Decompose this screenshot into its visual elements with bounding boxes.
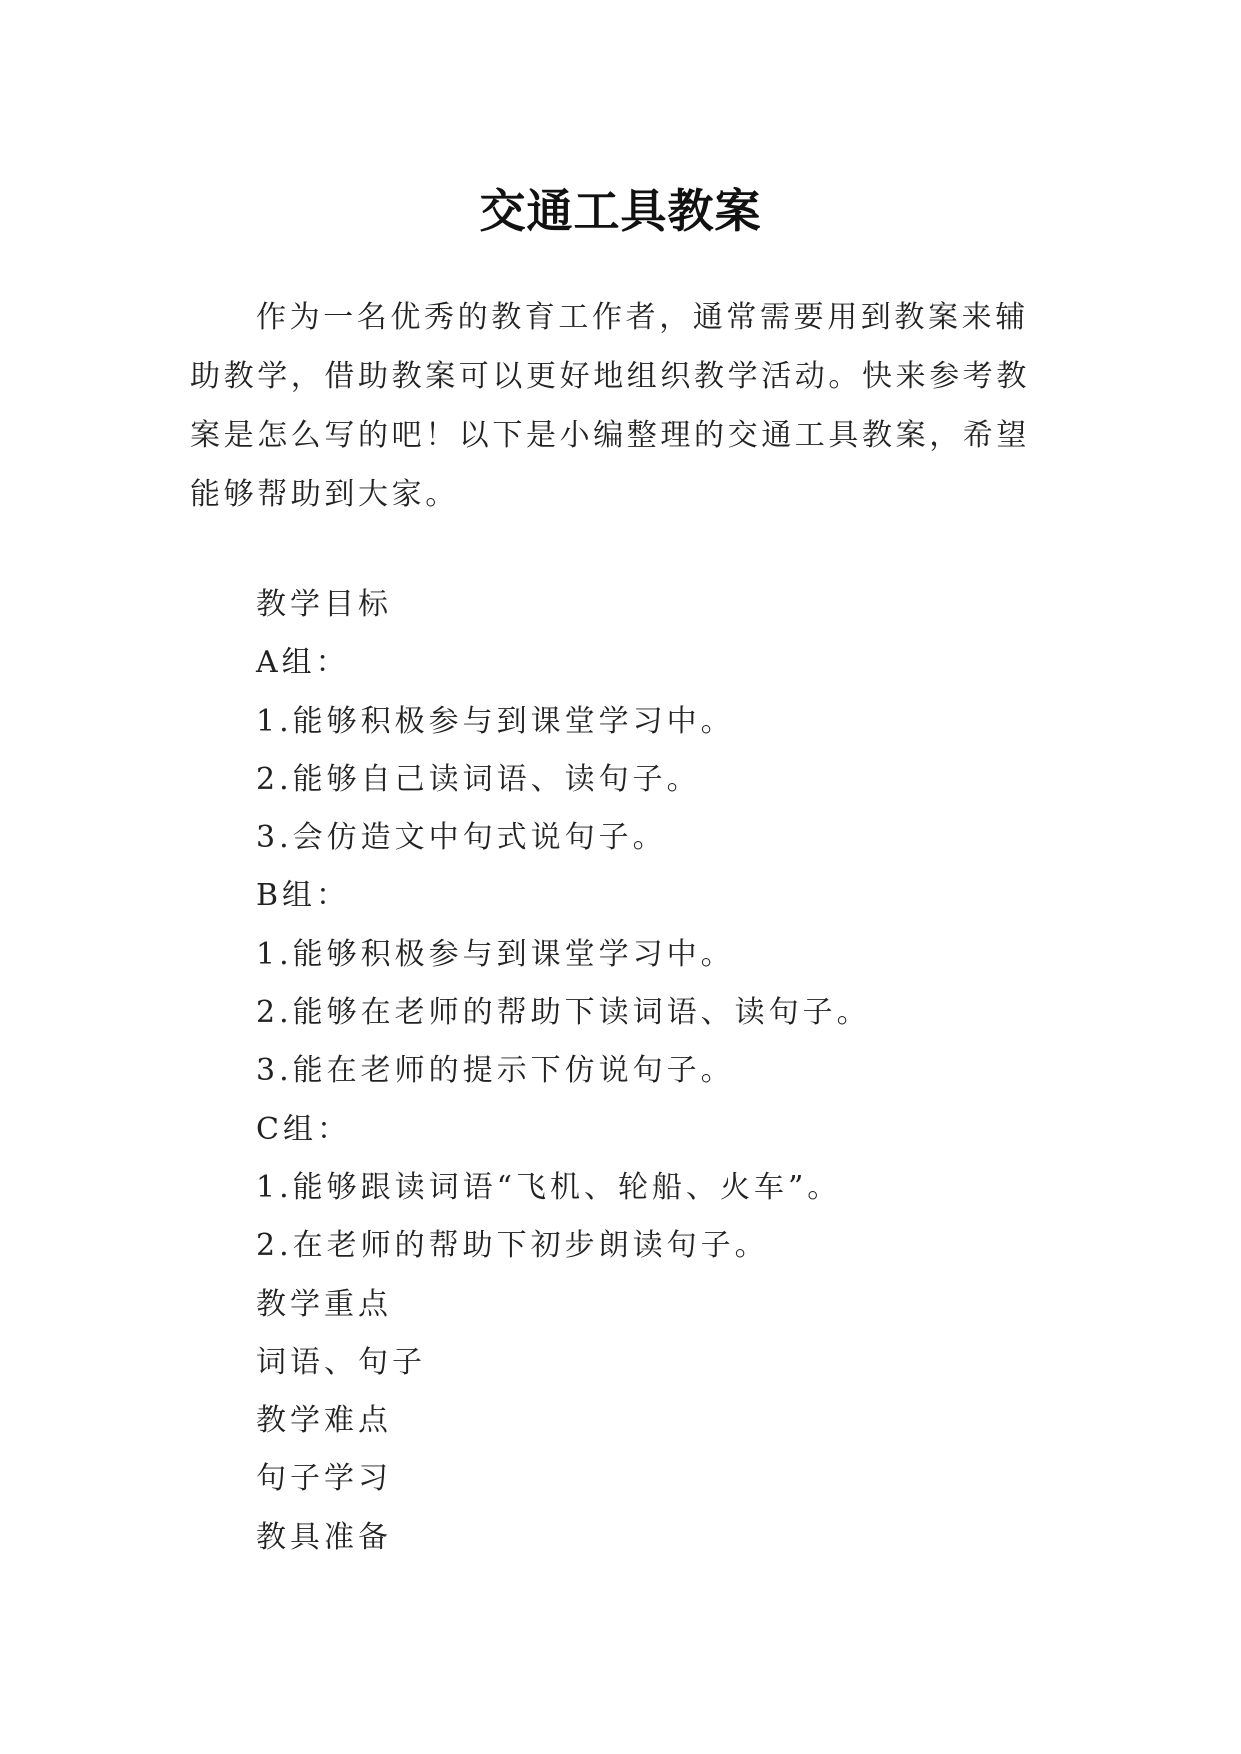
- list-item: 2.在老师的帮助下初步朗读句子。: [256, 1228, 769, 1264]
- section-heading-key-points: 教学重点: [256, 1286, 392, 1322]
- list-item: 1.能够跟读词语“飞机、轮船、火车”。: [256, 1169, 842, 1205]
- group-a-label: A组：: [256, 645, 350, 681]
- group-b-label: B组：: [256, 878, 351, 914]
- list-item: 1.能够积极参与到课堂学习中。: [256, 936, 735, 972]
- section-heading-difficulties: 教学难点: [256, 1403, 392, 1439]
- difficulties-text: 句子学习: [256, 1461, 392, 1497]
- list-item: 3.能在老师的提示下仿说句子。: [256, 1053, 735, 1089]
- list-item: 3.会仿造文中句式说句子。: [256, 820, 667, 856]
- document-title: 交通工具教案: [479, 183, 762, 238]
- list-item: 2.能够自己读词语、读句子。: [256, 761, 701, 797]
- list-item: 1.能够积极参与到课堂学习中。: [256, 703, 735, 739]
- section-heading-objectives: 教学目标: [256, 587, 392, 622]
- list-item: 2.能够在老师的帮助下读词语、读句子。: [256, 995, 871, 1031]
- key-points-text: 词语、句子: [256, 1344, 426, 1380]
- section-heading-materials: 教具准备: [256, 1519, 392, 1555]
- lesson-plan-body: [256, 576, 1056, 1567]
- group-c-label: C组：: [256, 1111, 351, 1147]
- intro-paragraph: 作为一名优秀的教育工作者，通常需要用到教案来辅助教学，借助教案可以更好地组织教学活动。快来参考教案是怎么写的吧！以下是小编整理的交通工具教案，希望能够帮助到大家。: [190, 300, 1030, 512]
